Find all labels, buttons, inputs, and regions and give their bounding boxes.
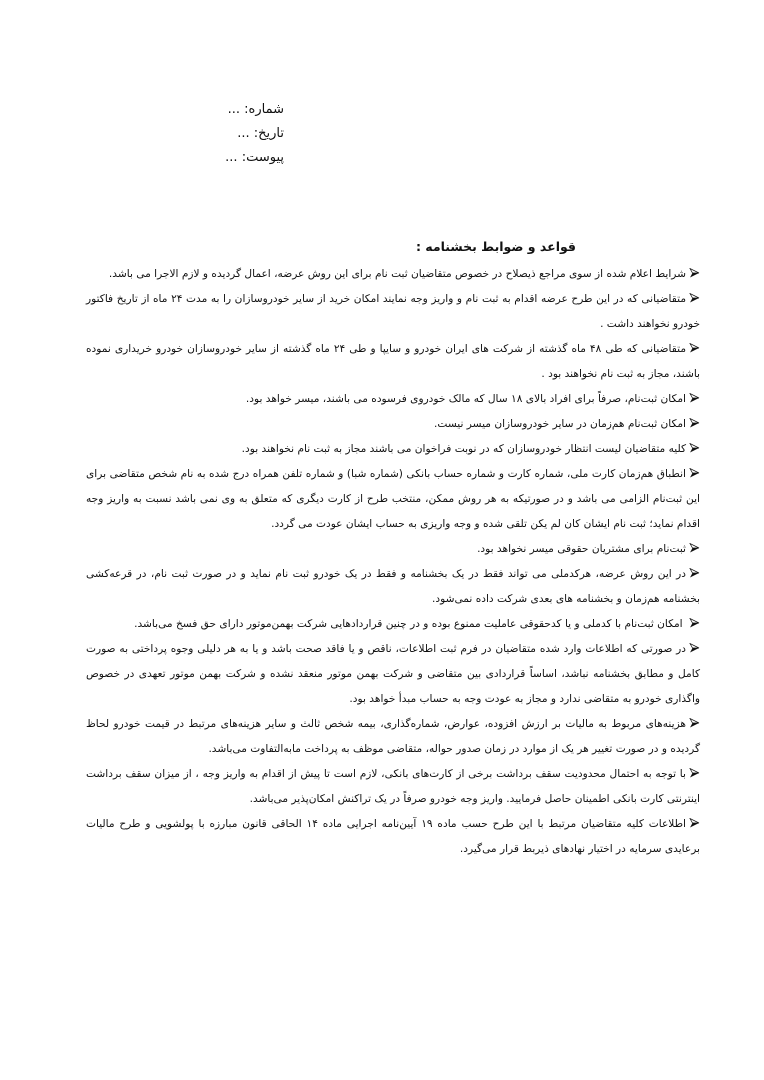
arrowhead-bullet-icon [689,418,700,428]
rule-text: متقاضیانی که طی ۴۸ ماه گذشته از شرکت های ایران خودرو و سایپا و طی ۲۴ ماه گذشته از سایر خودروسازان خودرو خریداری نموده باشند، مجاز به ثبت نام نخواهند بود . [86,343,700,380]
rule-item [86,262,700,287]
arrowhead-bullet-icon [689,568,700,578]
rule-item [86,437,700,462]
rule-item [86,287,700,337]
arrowhead-bullet-icon [689,268,700,278]
rule-item [86,562,700,612]
rule-text: با توجه به احتمال محدودیت سقف برداشت برخی از کارت‌های بانکی، لازم است تا پیش از اقدام به واریز وجه ، از میزان سقف برداشت اینترنتی کارت بانکی اطمینان حاصل فرمایید. واریز وجه خودرو صرفاً در یک تراکنش امکان‌پذیر می‌باشد. [86,768,700,805]
rule-item [86,337,700,387]
arrowhead-bullet-icon [689,768,700,778]
rule-item [86,612,700,637]
rule-text: هزینه‌های مربوط به مالیات بر ارزش افزوده، عوارض، شماره‌گذاری، بیمه شخص ثالث و سایر هزینه‌های مرتبط در قیمت خودرو لحاظ گردیده و در صورت تغییر هر یک از موارد در زمان صدور حواله، متقاضی موظف به پرداخت مابه‌التفاوت می‌باشد. [86,718,700,755]
arrowhead-bullet-icon [689,718,700,728]
arrowhead-bullet-icon [689,818,700,828]
rule-item [86,812,700,862]
rule-text: ثبت‌نام برای مشتریان حقوقی میسر نخواهد بود. [477,543,686,555]
letter-header [200,98,284,170]
rule-item [86,462,700,537]
letter-number: شماره: ... [227,102,284,117]
rule-item [86,762,700,812]
rule-item [86,412,700,437]
section-title: قواعد و ضوابط بخشنامه : [415,239,576,254]
rule-text: امکان ثبت‌نام، صرفاً برای افراد بالای ۱۸ سال که مالک خودروی فرسوده می باشند، میسر خواهد بود. [245,393,686,405]
letter-attachment: پیوست: ... [225,150,284,165]
rule-text: در این روش عرضه، هرکدملی می تواند فقط در یک بخشنامه و فقط در یک خودرو ثبت نام نماید و در صورت ثبت نام، در قرعه‌کشی بخشنامه هم‌زمان و بخشنامه های بعدی شرکت داده نمی‌شود. [86,568,700,605]
rules-list [86,262,700,862]
rule-text: شرایط اعلام شده از سوی مراجع ذیصلاح در خصوص متقاضیان ثبت نام برای این روش عرضه، اعمال گردیده و لازم الاجرا می باشد. [108,268,686,280]
arrowhead-bullet-icon [689,643,700,653]
rule-text: اطلاعات کلیه متقاضیان مرتبط با این طرح حسب ماده ۱۹ آیین‌نامه اجرایی ماده ۱۴ الحاقی قانون مبارزه با پولشویی و طرح مالیات برعایدی سرمایه در اختیار نهادهای ذیربط قرار می‌گیرد. [86,818,700,855]
rule-text: امکان ثبت‌نام با کدملی و یا کدحقوقی عاملیت ممنوع بوده و در چنین قراردادهایی شرکت بهمن‌موتور دارای حق فسخ می‌باشد. [134,618,686,630]
rule-text: امکان ثبت‌نام هم‌زمان در سایر خودروسازان میسر نیست. [434,418,686,430]
rule-text: در صورتی که اطلاعات وارد شده متقاضیان در فرم ثبت اطلاعات، ناقص و یا فاقد صحت باشد و یا به هر دلیلی وجوه پرداختی به صورت کامل و مطابق بخشنامه نباشد، اساساً قراردادی بین متقاضی و شرکت بهمن موتور منعقد نشده و شرکت بهمن موتور تعهدی در خصوص واگذاری خودرو به متقاضی ندارد و مجاز به عودت وجه به حساب مبدأ خواهد بود. [86,643,700,705]
arrowhead-bullet-icon [689,618,700,628]
rule-item [86,637,700,712]
arrowhead-bullet-icon [689,443,700,453]
rule-item [86,712,700,762]
rule-item [86,387,700,412]
rule-item [86,537,700,562]
rule-text: کلیه متقاضیان لیست انتظار خودروسازان که در نوبت فراخوان می باشند مجاز به ثبت نام نخواهند بود. [241,443,686,455]
rule-text: متقاضیانی که در این طرح عرضه اقدام به ثبت نام و واریز وجه نمایند امکان خرید از سایر خودروسازان را به مدت ۲۴ ماه از تاریخ فاکتور خودرو نخواهند داشت . [86,293,700,330]
arrowhead-bullet-icon [689,393,700,403]
letter-date: تاریخ: ... [237,126,284,141]
arrowhead-bullet-icon [689,293,700,303]
arrowhead-bullet-icon [689,468,700,478]
arrowhead-bullet-icon [689,543,700,553]
arrowhead-bullet-icon [689,343,700,353]
rule-text: انطباق هم‌زمان کارت ملی، شماره کارت و شماره حساب بانکی (شماره شبا) و شماره تلفن همراه درج شده به نام شخص متقاضی برای این ثبت‌نام الزامی می باشد و در صورتیکه به هر روش ممکن، منتخب طرح از کارت دیگری که متعلق به وی نمی باشد نسبت به واریز وجه اقدام نماید؛ ثبت نام ایشان کان لم یکن تلقی شده و وجه واریزی به حساب ایشان عودت می گردد. [86,468,700,530]
